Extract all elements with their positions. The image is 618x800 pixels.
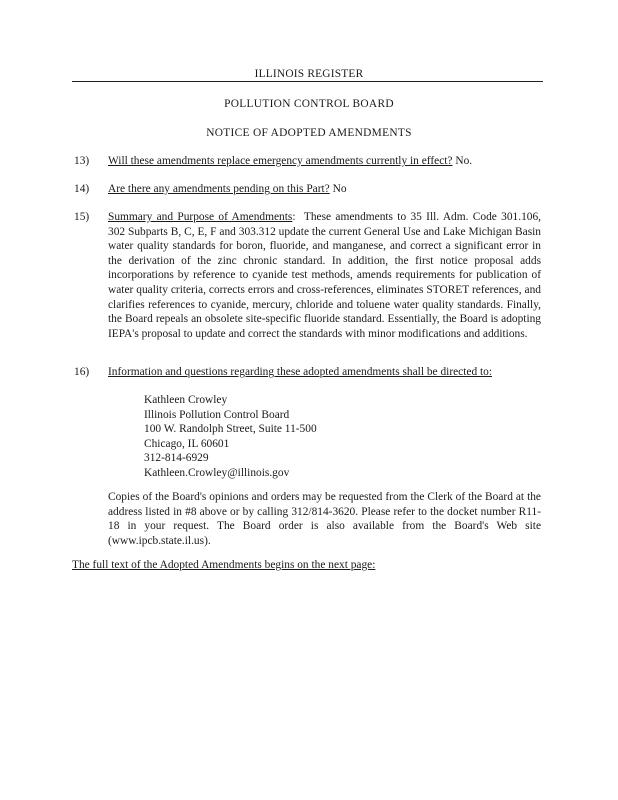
item-16-number: 16)	[74, 366, 90, 378]
item-14-question: Are there any amendments pending on this Part?	[108, 183, 330, 195]
item-13-number: 13)	[74, 155, 90, 167]
contact-city: Chicago, IL 60601	[144, 437, 230, 450]
header-rule	[72, 81, 543, 82]
item-13	[108, 154, 541, 169]
copies-paragraph: Copies of the Board's opinions and orders may be requested from the Clerk of the Board at the address listed in #8 above or by calling 312/814-3620. Please refer to the docket number R11-18 in your request. The Board order is also available from the Board's Web site (www.ipcb.state.il.us).	[108, 491, 541, 547]
item-16-heading: Information and questions regarding these adopted amendments shall be directed to:	[108, 366, 493, 378]
item-13-answer: No.	[455, 155, 473, 167]
item-14-answer: No	[332, 183, 347, 195]
item-15-heading: Summary and Purpose of Amendments	[108, 211, 293, 223]
register-title: ILLINOIS REGISTER	[254, 68, 364, 80]
item-14	[108, 182, 541, 197]
board-title: POLLUTION CONTROL BOARD	[224, 98, 394, 110]
contact-organization: Illinois Pollution Control Board	[144, 408, 290, 421]
item-14-number: 14)	[74, 183, 90, 195]
item-15: Summary and Purpose of Amendments: These amendments to 35 Ill. Adm. Code 301.106, 302 Subparts B, C, E, F and 303.312 update the current General Use and Lake Michigan Basin water quality standards for boron, fluoride, and manganese, and correct a significant error in the derivation of the zinc chronic standard. In addition, the first notice proposal adds incorporations by reference to cyanide test methods, amends requirements for publication of water quality criteria, corrects errors and cross-references, eliminates STORET references, and clarifies references to cyanide, mercury, chloride and toluene water quality standards. Finally, the Board repeals an obsolete site-specific fluoride standard. Essentially, the Board is adopting IEPA's proposal to update and correct the standards with minor modifications and additions.	[108, 211, 542, 340]
contact-block	[144, 393, 317, 481]
item-15-number: 15)	[74, 211, 90, 223]
contact-street: 100 W. Randolph Street, Suite 11-500	[144, 423, 317, 436]
contact-name: Kathleen Crowley	[144, 394, 228, 406]
contact-phone: 312-814-6929	[144, 452, 209, 465]
item-15-text: These amendments to 35 Ill. Adm. Code 301.106, 302 Subparts B, C, E, F and 303.312 update the current General Use and Lake Michigan Basin water quality standards for boron, fluoride, and manganese, and correct a significant error in the derivation of the zinc chronic standard. In addition, the first notice proposal adds incorporations by reference to cyanide test methods, amends requirements for publication of water quality criteria, corrects errors and cross-references, eliminates STORET references, and clarifies references to cyanide, mercury, chloride and toluene water quality standards. Finally, the Board repeals an obsolete site-specific fluoride standard. Essentially, the Board is adopting IEPA's proposal to update and correct the standards with minor modifications and additions.	[108, 211, 542, 340]
item-13-question: Will these amendments replace emergency amendments currently in effect?	[108, 155, 453, 167]
notice-title: NOTICE OF ADOPTED AMENDMENTS	[206, 127, 412, 139]
item-16	[108, 365, 541, 380]
full-text-note: The full text of the Adopted Amendments begins on the next page:	[72, 559, 376, 571]
contact-email: Kathleen.Crowley@illinois.gov	[144, 466, 290, 479]
